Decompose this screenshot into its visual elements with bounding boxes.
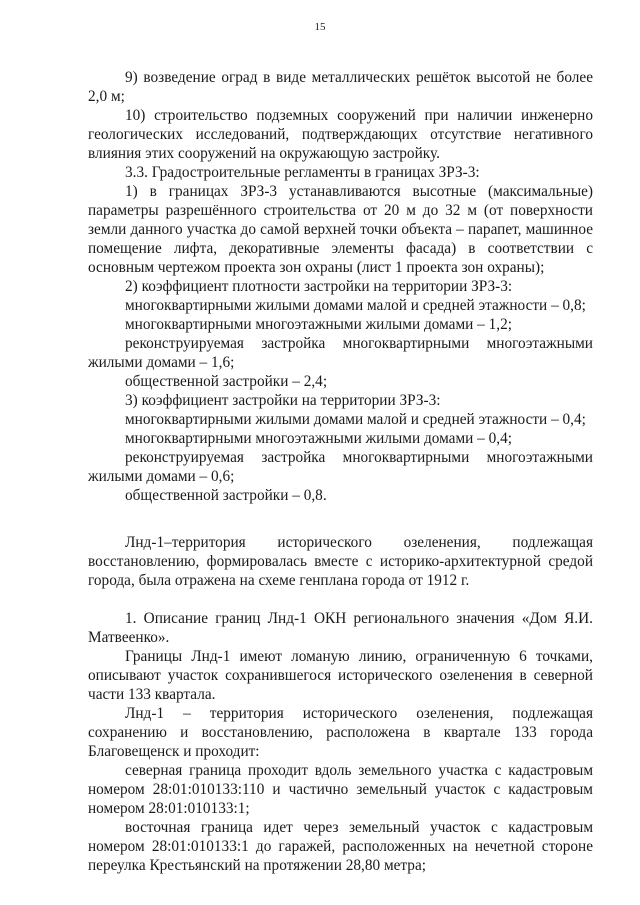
paragraph-boundary-title: 1. Описание границ Лнд-1 ОКН регионального значения «Дом Я.И. Матвеенко». [88, 610, 593, 646]
paragraph-east-border: восточная граница идет через земельный участок с кадастровым номером 28:01:010133:1 до гаражей, расположенных на нечетной стороне переулка Крестьянский на протяжении 28,80 метра; [88, 819, 593, 874]
paragraph-lnd-intro: Лнд-1–территория исторического озеленения, подлежащая восстановлению, формировалась вместе с историко-архитектурной средой города, была отражена на схеме генплана города от 1912 г. [88, 534, 593, 589]
paragraph-height-limits: 1) в границах ЗРЗ-3 устанавливаются высотные (максимальные) параметры разрешённого строительства от 20 м до 32 м (от поверхности земли данного участка до самой верхней точки объекта – парапет, машинное помещение лифта, декоративные элементы фасада) в соответствии с основным чертежом проекта зон охраны (лист 1 проекта зон охраны); [88, 183, 593, 276]
coverage-low-mid-rise: многоквартирными жилыми домами малой и средней этажности – 0,4; [125, 411, 586, 428]
paragraph-coverage-title: 3) коэффициент застройки на территории ЗРЗ-3: [125, 392, 441, 409]
document-body [88, 68, 593, 875]
density-high-rise: многоквартирными многоэтажными жилыми домами – 1,2; [125, 316, 513, 333]
density-low-mid-rise: многоквартирными жилыми домами малой и средней этажности – 0,8; [125, 297, 586, 314]
coverage-public: общественной застройки – 0,8. [125, 487, 327, 504]
density-reconstructed: реконструируемая застройка многоквартирными многоэтажными жилыми домами – 1,6; [88, 335, 593, 371]
paragraph-lnd-location: Лнд-1 – территория исторического озеленения, подлежащая сохранению и восстановлению, расположена в квартале 133 города Благовещенск и проходит: [88, 705, 593, 760]
section-3-3-title: 3.3. Градостроительные регламенты в границах ЗРЗ-3: [125, 164, 480, 181]
paragraph-item-9: 9) возведение оград в виде металлических решёток высотой не более 2,0 м; [88, 69, 593, 105]
paragraph-boundary-points: Границы Лнд-1 имеют ломаную линию, ограниченную 6 точками, описывают участок сохранившегося исторического озеленения в северной части 133 квартала. [88, 648, 593, 703]
page-number: 15 [314, 21, 326, 33]
paragraph-north-border: северная граница проходит вдоль земельного участка с кадастровым номером 28:01:010133:110 и частично земельный участок с кадастровым номером 28:01:010133:1; [88, 762, 593, 817]
density-public: общественной застройки – 2,4; [125, 373, 328, 390]
paragraph-density-title: 2) коэффициент плотности застройки на территории ЗРЗ-3: [125, 278, 513, 295]
coverage-high-rise: многоквартирными многоэтажными жилыми домами – 0,4; [125, 430, 513, 447]
paragraph-item-10: 10) строительство подземных сооружений при наличии инженерно геологических исследований, подтверждающих отсутствие негативного влияния этих сооружений на окружающую застройку. [88, 107, 593, 162]
coverage-reconstructed: реконструируемая застройка многоквартирными многоэтажными жилыми домами – 0,6; [88, 449, 593, 485]
